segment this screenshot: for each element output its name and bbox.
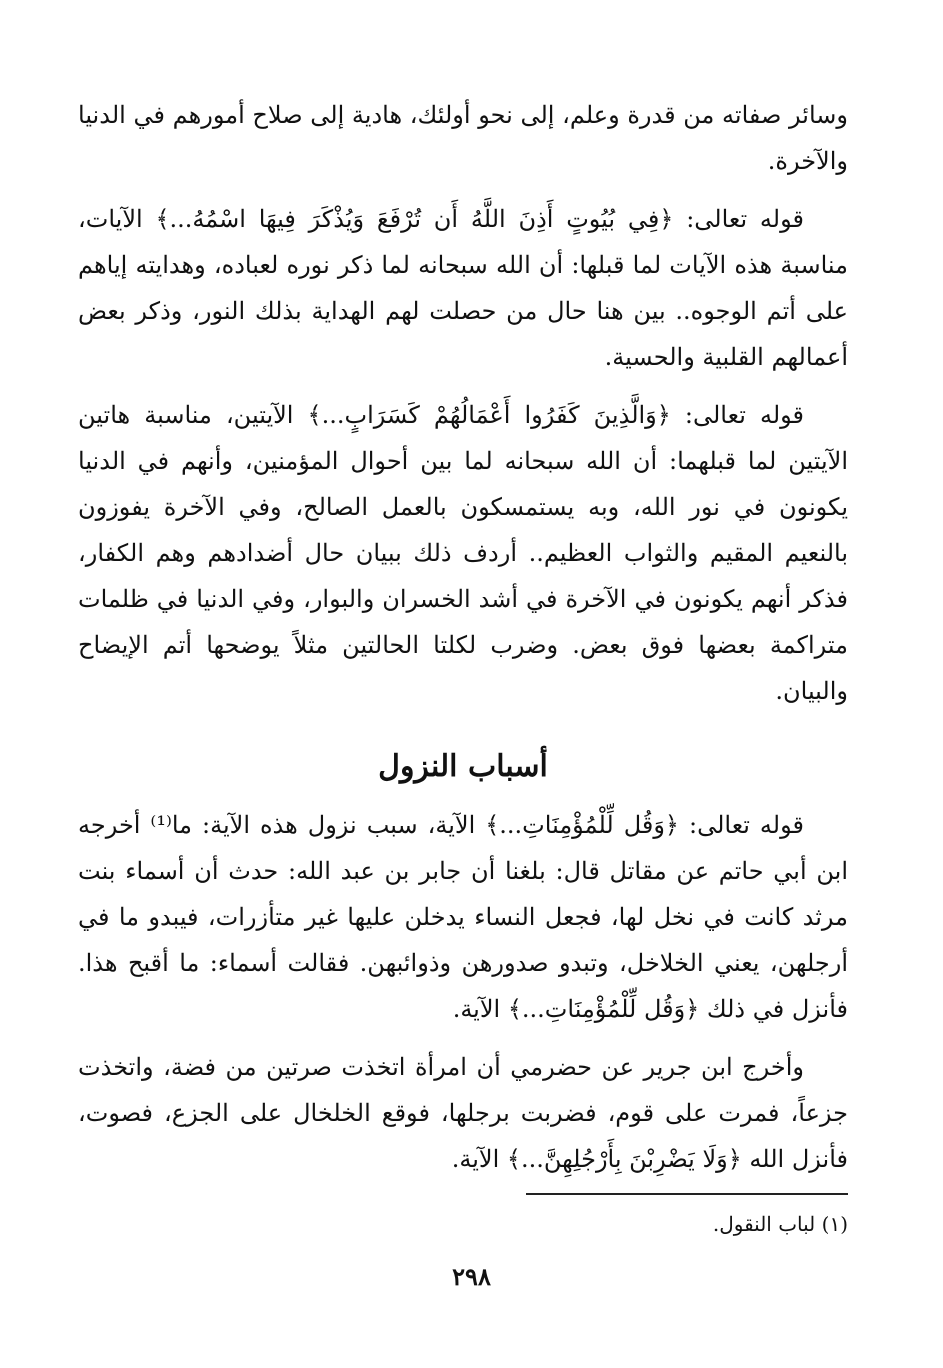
paragraph-intro: وسائر صفاته من قدرة وعلم، إلى نحو أولئك، هادية إلى صلاح أمورهم في الدنيا والآخرة. — [78, 101, 848, 175]
page-number: ٢٩٨ — [452, 1262, 491, 1291]
paragraph-buyut: قوله تعالى: ﴿فِي بُيُوتٍ أَذِنَ اللَّهُ أَن تُرْفَعَ وَيُذْكَرَ فِيهَا اسْمُهُ...﴾ الآيات، مناسبة هذه الآيات لما قبلها: أن الله سبحانه لما ذكر نوره لعباده، وهدايته إياهم على أتم الوجوه.. بين هنا حال من حصلت لهم الهداية بذلك النور، وذكر بعض أعمالهم القلبية والحسية. — [78, 205, 848, 371]
page-body — [78, 92, 848, 1194]
paragraph-asbab-1: قوله تعالى: ﴿وَقُل لِّلْمُؤْمِنَاتِ...﴾ الآية، سبب نزول هذه الآية: ما⁽¹⁾ أخرجه ابن أبي حاتم عن مقاتل قال: بلغنا أن جابر بن عبد الله: حدث أن أسماء بنت مرثد كانت في نخل لها، فجعل النساء يدخلن عليها غير متأزرات، فيبدو ما في أرجلهن، يعني الخلاخل، وتبدو صدورهن وذوائبهن. فقالت أسماء: ما أقبح هذا. فأنزل في ذلك ﴿وَقُل لِّلْمُؤْمِنَاتِ...﴾ الآية. — [78, 811, 848, 1023]
paragraph-kafaru: قوله تعالى: ﴿وَالَّذِينَ كَفَرُوا أَعْمَالُهُمْ كَسَرَابٍ...﴾ الآيتين، مناسبة هاتين الآيتين لما قبلهما: أن الله سبحانه لما بين أحوال المؤمنين، وأنهم في الدنيا يكونون في نور الله، وبه يستمسكون بالعمل الصالح، وفي الآخرة يفوزون بالنعيم المقيم والثواب العظيم.. أردف ذلك ببيان حال أضدادهم وهم الكفار، فذكر أنهم يكونون في الآخرة في أشد الخسران والبوار، وفي الدنيا في ظلمات متراكمة بعضها فوق بعض. وضرب لكلتا الحالتين مثلاً يوضحها أتم الإيضاح والبيان. — [78, 401, 848, 705]
footnote: (١) لباب النقول. — [712, 1212, 848, 1236]
footnote-divider — [526, 1193, 848, 1195]
paragraph-asbab-2: وأخرج ابن جرير عن حضرمي أن امرأة اتخذت صرتين من فضة، واتخذت جزعاً، فمرت على قوم، فضربت برجلها، فوقع الخلخال على الجزع، فصوت، فأنزل الله ﴿وَلَا يَضْرِبْنَ بِأَرْجُلِهِنَّ...﴾ الآية. — [78, 1053, 849, 1173]
section-title: أسباب النزول — [378, 749, 548, 784]
